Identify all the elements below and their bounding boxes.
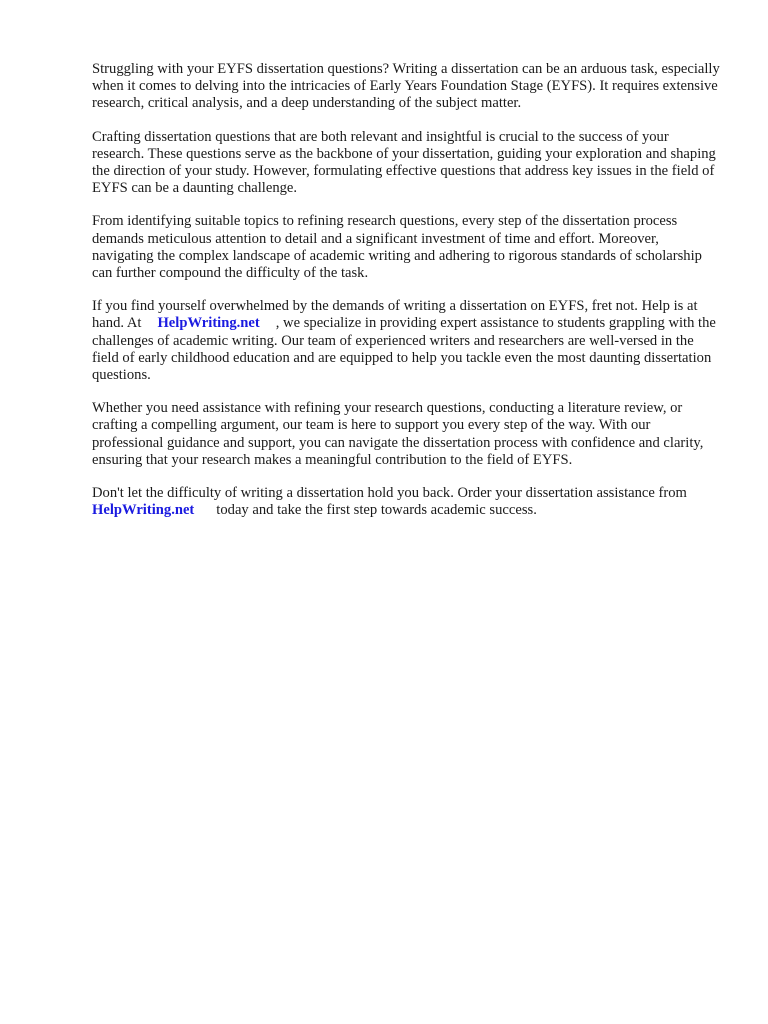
paragraph-crafting-questions: Crafting dissertation questions that are both relevant and insightful is crucial to the success of your research. These questions serve as the backbone of your dissertation, guiding your exploration and shaping the direction of your study. However, formulating effective questions that address key issues in the field of EYFS can be a daunting challenge. <box>92 128 716 197</box>
paragraph-assistance: Whether you need assistance with refining your research questions, conducting a literature review, or crafting a compelling argument, our team is here to support you every step of the way. With our professional guidance and support, you can navigate the dissertation process with confidence and clarity, ensuring that your research makes a meaningful contribution to the field of EYFS. <box>92 400 704 468</box>
paragraph-cta-text-before: Don't let the difficulty of writing a dissertation hold you back. Order your dissertation assistance from <box>92 485 687 502</box>
document-page <box>92 61 722 535</box>
paragraph-help-text-after: , we specialize in providing expert assistance to students grappling with the challenges of academic writing. Our team of experienced writers and researchers are well-versed in the field of early childhood education and are equipped to help you tackle even the most daunting dissertation questions. <box>92 315 716 384</box>
paragraph-intro: Struggling with your EYFS dissertation questions? Writing a dissertation can be an arduous task, especially when it comes to delving into the intricacies of Early Years Foundation Stage (EYFS). It requires extensive research, critical analysis, and a deep understanding of the subject matter. <box>92 61 720 112</box>
paragraph-dissertation-process: From identifying suitable topics to refining research questions, every step of the dissertation process demands meticulous attention to detail and a significant investment of time and effort. Moreover, navigating the complex landscape of academic writing and adhering to rigorous standards of scholarship can further compound the difficulty of the task. <box>92 213 702 282</box>
paragraph-cta-text-after: today and take the first step towards academic success. <box>216 502 537 519</box>
paragraph-call-to-action <box>92 485 722 519</box>
helpwriting-link[interactable]: HelpWriting.net <box>157 315 260 332</box>
paragraph-help-offer <box>92 298 722 384</box>
paragraph-help-text-before: If you find yourself overwhelmed by the demands of writing a dissertation on EYFS, fret not. Help is at hand. At <box>92 298 698 332</box>
helpwriting-link-cta[interactable]: HelpWriting.net <box>92 502 195 519</box>
